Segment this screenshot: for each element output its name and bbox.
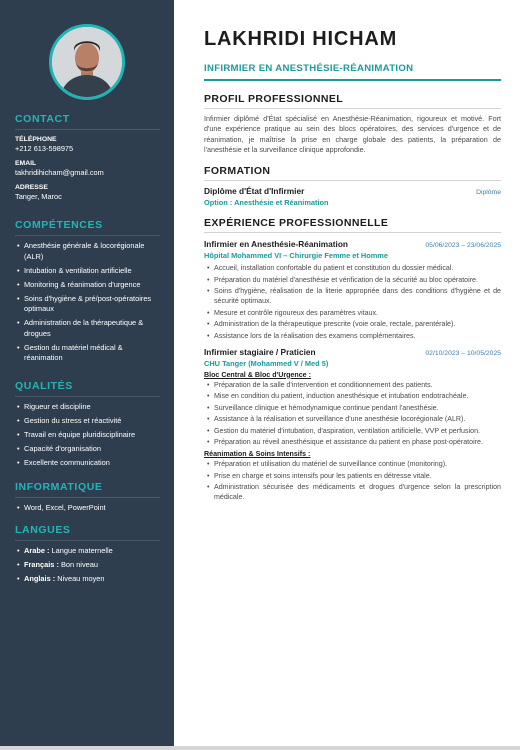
address-value: Tanger, Maroc [15,192,62,201]
avatar [49,24,125,100]
phone-label: TÉLÉPHONE [15,136,57,143]
computing-list [15,503,160,514]
computing-title: INFORMATIQUE [15,481,160,498]
list-item: • Excellente communication [15,458,160,469]
task-group-heading: Réanimation & Soins Intensifs : [204,450,311,459]
list-item [15,560,160,571]
list-item: • Prise en charge et soins intensifs pour les patients en détresse vitale. [204,471,501,481]
list-item: • Préparation de la salle d'intervention et conditionnement des patients. [204,380,501,390]
experience-heading: EXPÉRIENCE PROFESSIONNELLE [204,217,501,233]
languages-section [15,524,160,588]
language-name: Arabe : [24,546,50,555]
job-tasks-1 [204,263,501,341]
email-value: takhridihicham@gmail.com [15,168,104,177]
skills-list [15,241,160,364]
skills-title: COMPÉTENCES [15,219,160,236]
job-title-1: Infirmier en Anesthésie-Réanimation [204,239,349,250]
language-level: Langue maternelle [51,546,113,555]
list-item: • Gestion du stress et réactivité [15,416,160,427]
qualities-section [15,380,160,472]
job-title-2: Infirmier stagiaire / Praticien [204,346,316,357]
task-group-list [204,459,501,502]
list-item: • Soins d'hygiène & pré/post-opératoires optimaux [15,294,160,315]
list-item [15,546,160,557]
list-item: • Soins d'hygiène, réalisation de la literie appropriée dans des conditions d'hygiène et de sécurité optimaux. [204,286,501,306]
contact-section [15,113,160,201]
qualities-title: QUALITÉS [15,380,160,397]
list-item: • Assistance lors de la réalisation des examens complémentaires. [204,331,501,341]
job-title: INFIRMIER EN ANESTHÉSIE-RÉANIMATION [204,63,414,74]
list-item: • Gestion du matériel médical & réanimation [15,343,160,364]
degree-title: Diplôme d'État d'Infirmier [204,186,305,197]
skills-section [15,219,160,367]
language-level: Bon niveau [60,560,98,569]
list-item: • Assistance à la réalisation et surveillance d'une anesthésie locorégionale (ALR). [204,414,501,424]
job-place-1: Hôpital Mohammed VI – Chirurgie Femme et Homme [204,251,388,261]
languages-list [15,546,160,585]
list-item: • Administration de la thérapeutique & drogues [15,318,160,339]
job-place-2: CHU Tanger (Mohammed V / Med 5) [204,358,329,368]
address-label: ADRESSE [15,184,48,191]
task-group-list [204,380,501,448]
list-item: • Administration de la thérapeutique prescrite (voie orale, rectale, parentérale). [204,319,501,329]
degree-option: Option : Anesthésie et Réanimation [204,198,329,208]
list-item: • Travail en équipe pluridisciplinaire [15,430,160,441]
list-item: • Rigueur et discipline [15,402,160,413]
computing-section [15,481,160,517]
list-item: • Surveillance clinique et hémodynamique continue pendant l'anesthésie. [204,403,501,413]
profile-heading: PROFIL PROFESSIONNEL [204,93,501,109]
list-item: • Administration sécurisée des médicaments et drogues d'urgence selon la prescription médicale. [204,482,501,502]
main-content [204,28,501,504]
page-bottom-edge [0,746,520,750]
language-name: Anglais : [24,574,56,583]
language-level: Niveau moyen [57,574,105,583]
list-item: • Intubation & ventilation artificielle [15,266,160,277]
title-divider [204,79,501,81]
list-item: • Anesthésie générale & locorégionale (ALR) [15,241,160,262]
list-item: • Capacité d'organisation [15,444,160,455]
phone-value: +212 613-598975 [15,144,74,153]
qualities-list [15,402,160,469]
list-item: • Gestion du matériel d'intubation, d'aspiration, ventilation artificielle, VVP et perfusion. [204,426,501,436]
list-item: • Accueil, installation confortable du patient et constitution du dossier médical. [204,263,501,273]
candidate-name: LAKHRIDI HICHAM [204,28,398,50]
job-entry-2 [204,347,501,503]
list-item: • Word, Excel, PowerPoint [15,503,160,514]
list-item: • Préparation au réveil anesthésique et assistance du patient en phase post-opératoire. [204,437,501,447]
job-dates-1: 05/06/2023 – 23/06/2025 [425,242,501,250]
job-entry-1 [204,239,501,341]
email-label: EMAIL [15,160,37,167]
avatar-portrait [52,27,122,97]
profile-text: Infirmier diplômé d'État spécialisé en Anesthésie-Réanimation, rigoureux et motivé. Fort d'une expérience pratique au sein des blocs opératoires, des services d'urgence et de réanimation, je maîtrise la prise en charge globale des patients, la préparation de l'anesthésie et la surveillance clinique approfondie. [204,114,501,154]
sidebar [0,0,174,746]
contact-title: CONTACT [15,113,160,130]
education-heading: FORMATION [204,165,501,181]
job-dates-2: 02/10/2023 – 10/05/2025 [425,349,501,357]
task-group-heading: Bloc Central & Bloc d'Urgence : [204,370,311,379]
language-name: Français : [24,560,59,569]
languages-title: LANGUES [15,524,160,541]
list-item: • Mise en condition du patient, induction anesthésique et intubation endotrachéale. [204,391,501,401]
list-item: • Monitoring & réanimation d'urgence [15,280,160,291]
degree-badge: Diplôme [476,189,501,197]
list-item: • Préparation du matériel d'anesthésie et vérification de la sécurité au bloc opératoire. [204,275,501,285]
education-entry [204,186,501,196]
list-item: • Préparation et utilisation du matériel de surveillance continue (monitoring). [204,459,501,469]
list-item: • Mesure et contrôle rigoureux des paramètres vitaux. [204,308,501,318]
list-item [15,574,160,585]
